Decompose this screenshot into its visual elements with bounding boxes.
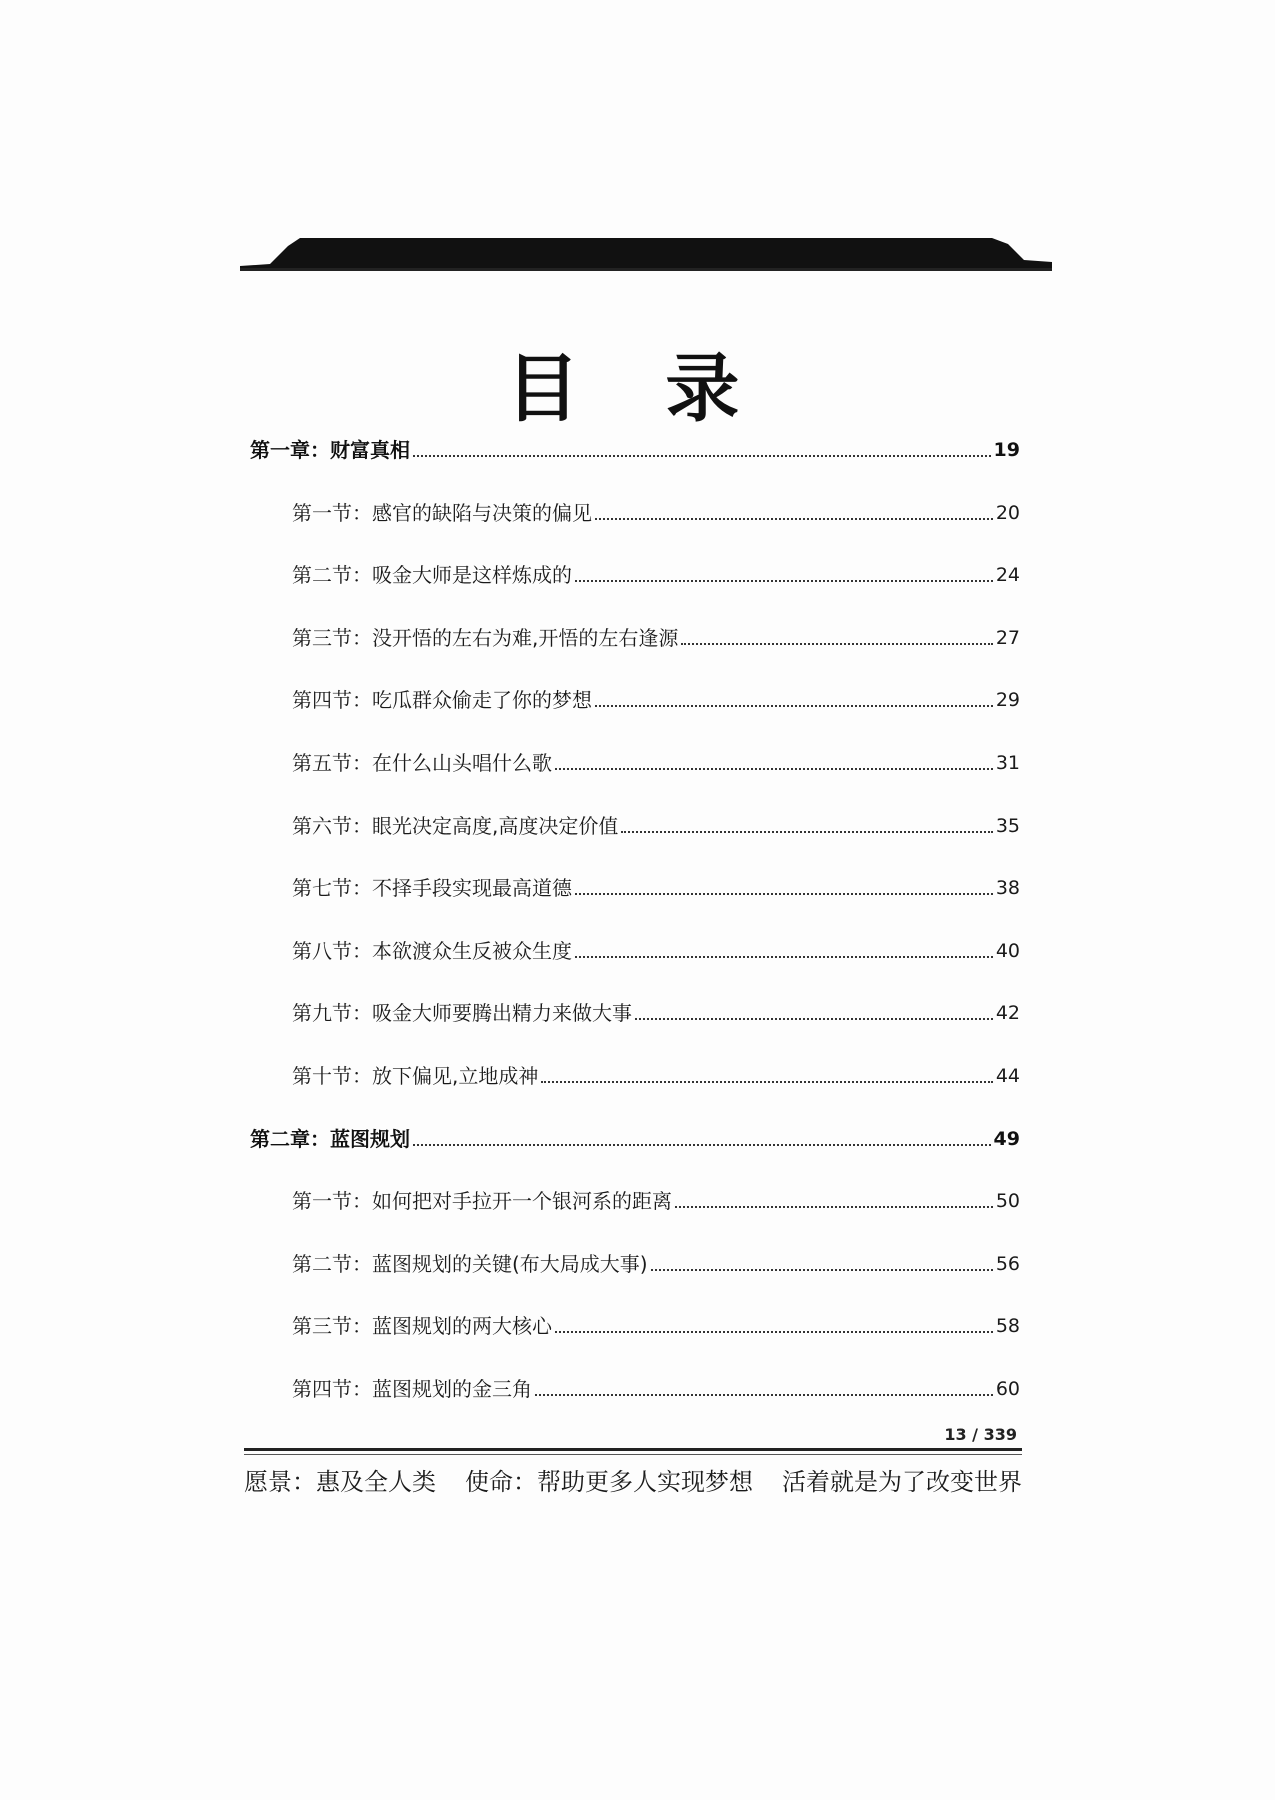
toc-entry-label: 第二节：蓝图规划的关键(布大局成大事) [292,1251,648,1276]
toc-entry-page-number: 56 [995,1252,1020,1275]
toc-entry-page-number: 49 [993,1127,1020,1150]
toc-dot-leader [675,1205,993,1208]
toc-entry-label: 第二节：吸金大师是这样炼成的 [292,563,572,588]
toc-entry-page-number: 29 [995,689,1020,712]
toc-section-entry[interactable] [292,933,1020,963]
toc-entry-page-number: 60 [995,1378,1020,1400]
toc-entry-label: 第五节：在什么山头唱什么歌 [292,751,552,775]
motto-mission: 使命：帮助更多人实现梦想 [465,1468,753,1496]
toc-entry-page-number: 38 [995,877,1020,900]
toc-dot-leader [681,642,992,645]
toc-entry-label: 第八节：本欲渡众生反被众生度 [292,938,572,963]
toc-entry-page-number: 58 [995,1315,1020,1338]
toc-entry-page-number: 40 [995,939,1020,962]
motto-purpose: 活着就是为了改变世界 [782,1468,1022,1496]
toc-entry-label: 第一章：财富真相 [250,438,410,462]
toc-dot-leader [595,517,993,520]
toc-dot-leader [535,1393,993,1396]
toc-section-entry[interactable] [292,1371,1020,1401]
toc-entry-label: 第六节：眼光决定高度,高度决定价值 [292,813,619,838]
toc-section-entry[interactable] [292,808,1020,838]
page-title: 目 录 [505,346,770,432]
page-indicator: 13 / 339 [944,1425,1017,1444]
toc-entry-label: 第四节：吃瓜群众偷走了你的梦想 [292,688,592,713]
toc-entry-label: 第十节：放下偏见,立地成神 [292,1064,539,1088]
toc-section-entry[interactable] [292,620,1020,650]
toc-section-entry[interactable] [292,1183,1020,1213]
toc-entry-page-number: 31 [995,752,1020,774]
toc-dot-leader [541,1080,992,1083]
toc-entry-label: 第七节：不择手段实现最高道德 [292,876,572,901]
toc-entry-page-number: 20 [995,501,1020,524]
footer-motto [244,1462,1022,1497]
toc-entry-page-number: 35 [995,814,1020,837]
toc-chapter-entry[interactable] [250,1121,1020,1151]
toc-entry-label: 第一节：如何把对手拉开一个银河系的距离 [292,1189,672,1214]
toc-section-entry[interactable] [292,995,1020,1025]
toc-dot-leader [413,454,991,457]
toc-section-entry[interactable] [292,1058,1020,1088]
footer-divider-thin [244,1454,1022,1455]
toc-dot-leader [575,892,993,895]
toc-dot-leader [621,830,992,833]
toc-dot-leader [575,955,993,958]
toc-chapter-entry[interactable] [250,432,1020,462]
toc-entry-page-number: 44 [995,1065,1020,1087]
toc-dot-leader [413,1143,991,1146]
toc-dot-leader [575,579,993,582]
toc-entry-page-number: 42 [995,1002,1020,1025]
toc-section-entry[interactable] [292,870,1020,900]
toc-dot-leader [555,1330,993,1333]
toc-dot-leader [635,1017,993,1020]
toc-section-entry[interactable] [292,495,1020,525]
toc-section-entry[interactable] [292,557,1020,587]
toc-dot-leader [651,1268,993,1271]
toc-entry-page-number: 27 [995,626,1020,649]
toc-entry-label: 第一节：感官的缺陷与决策的偏见 [292,500,592,525]
toc-entry-label: 第三节：蓝图规划的两大核心 [292,1314,552,1339]
toc-section-entry[interactable] [292,1308,1020,1338]
toc-dot-leader [555,767,993,770]
toc-dot-leader [595,704,993,707]
toc-entry-label: 第四节：蓝图规划的金三角 [292,1377,532,1401]
footer-divider [244,1448,1022,1451]
toc-entry-label: 第二章：蓝图规划 [250,1126,410,1151]
toc-entry-page-number: 24 [995,564,1020,587]
toc-entry-label: 第三节：没开悟的左右为难,开悟的左右逢源 [292,625,679,650]
toc-section-entry[interactable] [292,1246,1020,1276]
toc-entry-page-number: 50 [995,1190,1020,1213]
motto-vision: 愿景：惠及全人类 [244,1468,436,1496]
toc-entry-page-number: 19 [993,439,1020,461]
toc-section-entry[interactable] [292,745,1020,775]
toc-section-entry[interactable] [292,682,1020,712]
header-banner [240,238,1052,272]
toc-entry-label: 第九节：吸金大师要腾出精力来做大事 [292,1001,632,1026]
